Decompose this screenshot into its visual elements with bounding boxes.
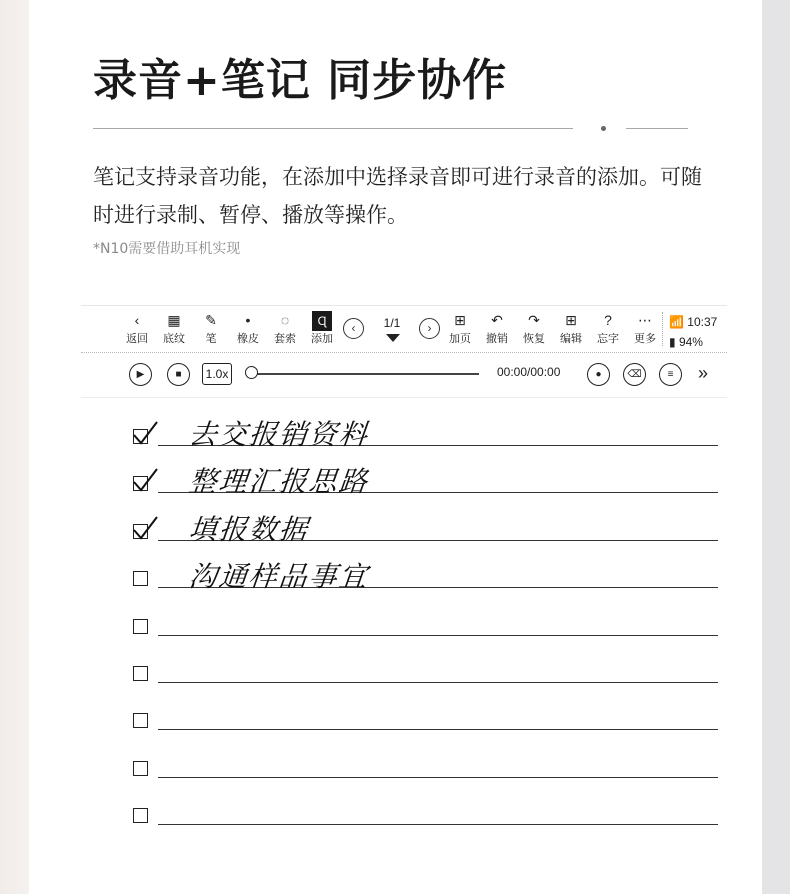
todo-line [158, 777, 718, 778]
battery-icon: ▮ [669, 335, 676, 349]
handwritten-text: 填报数据 [187, 512, 311, 546]
progress-knob[interactable] [245, 366, 258, 379]
todo-item [133, 609, 723, 639]
todo-item [133, 419, 723, 449]
playback-time: 00:00/00:00 [497, 365, 561, 379]
tool-label: 更多 [634, 332, 656, 345]
promo-page [29, 0, 762, 894]
handwritten-text: 去交报销资料 [187, 418, 371, 451]
checkmark-icon [131, 420, 161, 446]
progress-track[interactable] [255, 373, 479, 375]
tool-right-5[interactable] [625, 310, 665, 346]
tool-label: 撤销 [486, 332, 508, 345]
template-icon: ▦ [167, 312, 181, 328]
tool-label: 忘字 [597, 332, 619, 345]
prev-page-icon[interactable]: ‹ [343, 318, 364, 339]
redo-icon: ↷ [528, 312, 540, 328]
tool-left-1[interactable] [154, 310, 194, 346]
tool-left-3[interactable] [228, 310, 268, 346]
next-page-icon[interactable]: › [419, 318, 440, 339]
todo-item [133, 703, 723, 733]
mic-icon: Ɋ [302, 310, 342, 330]
battery-level: 94% [678, 335, 703, 349]
todo-line [158, 824, 718, 825]
tool-label: 恢复 [523, 332, 545, 345]
headline: 录音+笔记 同步协作 [93, 55, 508, 106]
todo-line [158, 682, 718, 683]
record-mic-icon[interactable]: ● [587, 363, 610, 386]
collapse-icon[interactable]: » [698, 363, 709, 383]
tool-label: 添加 [311, 332, 333, 345]
status-area [669, 312, 727, 352]
recording-list-icon[interactable]: ≡ [659, 363, 682, 386]
tool-right-2[interactable] [514, 310, 554, 346]
todo-item [133, 798, 723, 828]
play-button[interactable]: ▶ [129, 363, 152, 386]
todo-checkbox[interactable] [133, 761, 148, 776]
speed-button[interactable]: 1.0x [202, 363, 232, 385]
tool-right-1[interactable] [477, 310, 517, 346]
clock: 10:37 [687, 315, 718, 329]
tool-label: 底纹 [163, 332, 185, 345]
tool-left-0[interactable] [117, 310, 157, 346]
pen-icon: ✎ [205, 312, 217, 328]
todo-item [133, 465, 723, 499]
todo-checkbox[interactable] [133, 666, 148, 681]
wifi-icon: 📶 [669, 315, 684, 329]
handwritten-text: 整理汇报思路 [187, 465, 371, 499]
tool-right-4[interactable] [588, 310, 628, 346]
lasso-icon: ◌ [280, 312, 290, 328]
back-icon: ‹ [134, 312, 140, 328]
todo-line [158, 635, 718, 636]
handwritten-text: 沟通样品事宜 [187, 560, 371, 594]
checkmark-icon [131, 515, 161, 541]
divider-line [93, 128, 573, 129]
divider-line-short [626, 128, 688, 129]
todo-item [133, 656, 723, 686]
todo-item [133, 514, 723, 544]
todo-line [158, 729, 718, 730]
todo-checkbox[interactable] [133, 808, 148, 823]
stop-button[interactable]: ■ [167, 363, 190, 386]
tool-right-3[interactable] [551, 310, 591, 346]
right-margin [762, 0, 790, 894]
status-divider [662, 312, 664, 346]
note-toolbar [81, 305, 727, 353]
undo-icon: ↶ [491, 312, 503, 328]
add-page-icon: ⊞ [454, 312, 466, 328]
todo-checkbox[interactable] [133, 619, 148, 634]
page-dropdown-icon[interactable] [386, 334, 400, 342]
forgot-char-icon: ? [604, 312, 612, 328]
eraser-icon: • [245, 312, 251, 328]
checkmark-icon [131, 467, 161, 493]
todo-checkbox[interactable] [133, 571, 148, 586]
footnote: *N10需要借助耳机实现 [93, 241, 241, 257]
edit-grid-icon: ⊞ [565, 312, 577, 328]
tool-label: 返回 [126, 332, 148, 345]
tool-label: 橡皮 [237, 332, 259, 345]
device-screen [81, 305, 727, 894]
feature-description: 笔记支持录音功能，在添加中选择录音即可进行录音的添加。可随时进行录制、暂停、播放等操作。 [93, 165, 702, 227]
divider-dot [601, 126, 606, 131]
tool-label: 编辑 [560, 332, 582, 345]
more-icon: ⋯ [638, 312, 652, 328]
todo-checkbox[interactable] [133, 713, 148, 728]
tool-label: 加页 [449, 332, 471, 345]
tool-label: 笔 [205, 332, 217, 345]
tool-left-5[interactable] [302, 310, 342, 346]
todo-item [133, 560, 723, 594]
tool-left-2[interactable] [191, 310, 231, 346]
tool-right-0[interactable] [440, 310, 480, 346]
todo-item [133, 751, 723, 781]
delete-icon[interactable]: ⌫ [623, 363, 646, 386]
page-indicator[interactable]: 1/1 [383, 316, 401, 330]
tool-left-4[interactable] [265, 310, 305, 346]
recording-player [81, 353, 727, 398]
tool-label: 套索 [274, 332, 296, 345]
